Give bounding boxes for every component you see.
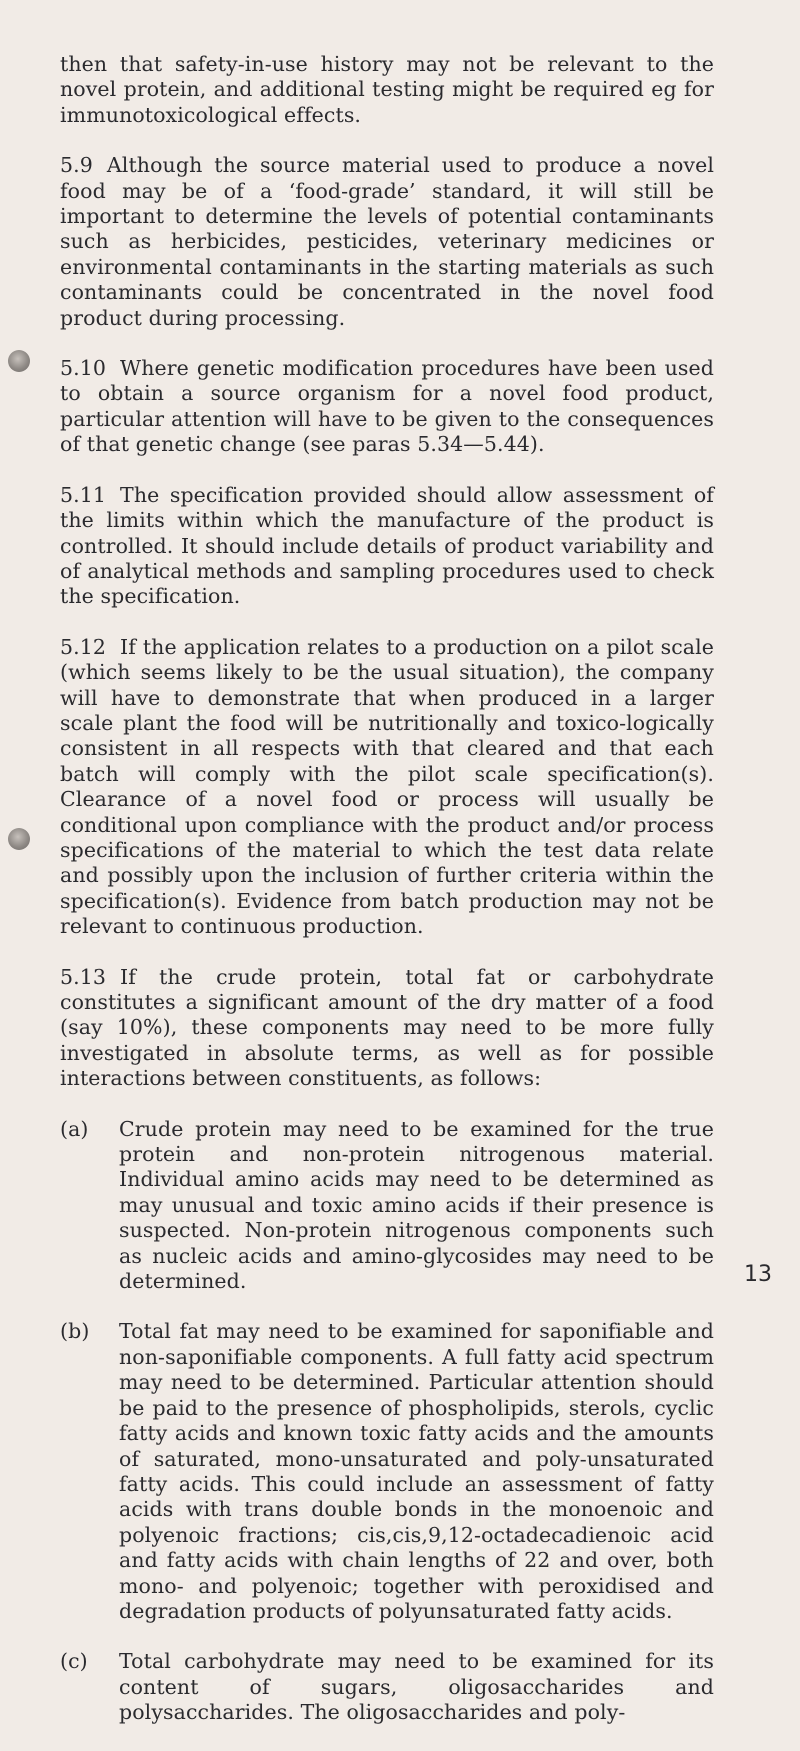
paragraph-5-13 [60,965,714,1092]
paragraph-number: 5.12 [60,634,107,659]
document-page [60,52,714,1751]
paragraph-number: 5.10 [60,356,107,381]
paragraph-5-12 [60,635,714,940]
paragraph-number: 5.13 [60,964,107,989]
list-item-label: (a) [60,1116,89,1141]
list-item-b [60,1319,714,1624]
page-number: 13 [744,1262,772,1287]
list-item-text: Crude protein may need to be examined for the true protein and non-protein nitrogenous material. Individual amino acids may need to be determined as may unusual and toxic amino acids if their presence is suspected. Non-protein nitrogenous components such as nucleic acids and amino-glycosides may need to be determined. [119,1116,714,1294]
paragraph-text: If the crude protein, total fat or carbohydrate constitutes a significant amount of the dry matter of a food (say 10%), these components may need to be more fully investigated in absolute terms, as well as for possible interactions between constituents, as follows: [60,964,714,1091]
paragraph-text: Although the source material used to produce a novel food may be of a ‘food-grade’ standard, it will still be important to determine the levels of potential contaminants such as herbicides, pesticides, veterinary medicines or environmental contaminants in the starting materials as such contaminants could be concentrated in the novel food product during processing. [60,153,714,330]
paragraph-5-11 [60,483,714,610]
punch-hole-upper [8,350,30,372]
paragraph-text: If the application relates to a production on a pilot scale (which seems likely to be the usual situation), the company will have to demonstrate that when produced in a larger scale plant the food will be nutritionally and toxico-logically consistent in all respects with that cleared and that each batch will comply with the pilot scale specification(s). Clearance of a novel food or process will usually be conditional upon compliance with the product and/or process specifications of the material to which the test data relate and possibly upon the inclusion of further criteria within the specification(s). Evidence from batch production may not be relevant to continuous production. [60,634,714,939]
paragraph-text: The specification provided should allow assessment of the limits within which the manufacture of the product is controlled. It should include details of product variability and of analytical methods and sampling procedures used to check the specification. [60,482,714,609]
paragraph-text: Where genetic modification procedures have been used to obtain a source organism for a novel food product, particular attention will have to be given to the consequences of that genetic change (see paras 5.34—5.44). [60,356,714,457]
paragraph-5-10 [60,356,714,458]
intro-paragraph: then that safety-in-use history may not be relevant to the novel protein, and additional testing might be required eg for immunotoxicological effects. [60,52,714,127]
paragraph-5-9 [60,153,714,331]
list-item-text: Total carbohydrate may need to be examined for its content of sugars, oligosaccharides and polysaccharides. The oligosaccharides and poly- [119,1649,714,1725]
paragraph-number: 5.11 [60,482,107,507]
list-item-a [60,1117,714,1295]
list-item-label: (c) [60,1649,88,1674]
list-item-text: Total fat may need to be examined for saponifiable and non-saponifiable components. A full fatty acid spectrum may need to be determined. Particular attention should be paid to the presence of phospholipids, sterols, cyclic fatty acids and known toxic fatty acids and the amounts of saturated, mono-unsaturated and poly-unsaturated fatty acids. This could include an assessment of fatty acids with trans double bonds in the monoenoic and polyenoic fractions; cis,cis,9,12-octadecadienoic acid and fatty acids with chain lengths of 22 and over, both mono- and polyenoic; together with peroxidised and degradation products of polyunsaturated fatty acids. [119,1319,714,1623]
list-item-c [60,1649,714,1725]
paragraph-number: 5.9 [60,153,93,178]
list-item-label: (b) [60,1319,90,1344]
punch-hole-lower [8,828,30,850]
